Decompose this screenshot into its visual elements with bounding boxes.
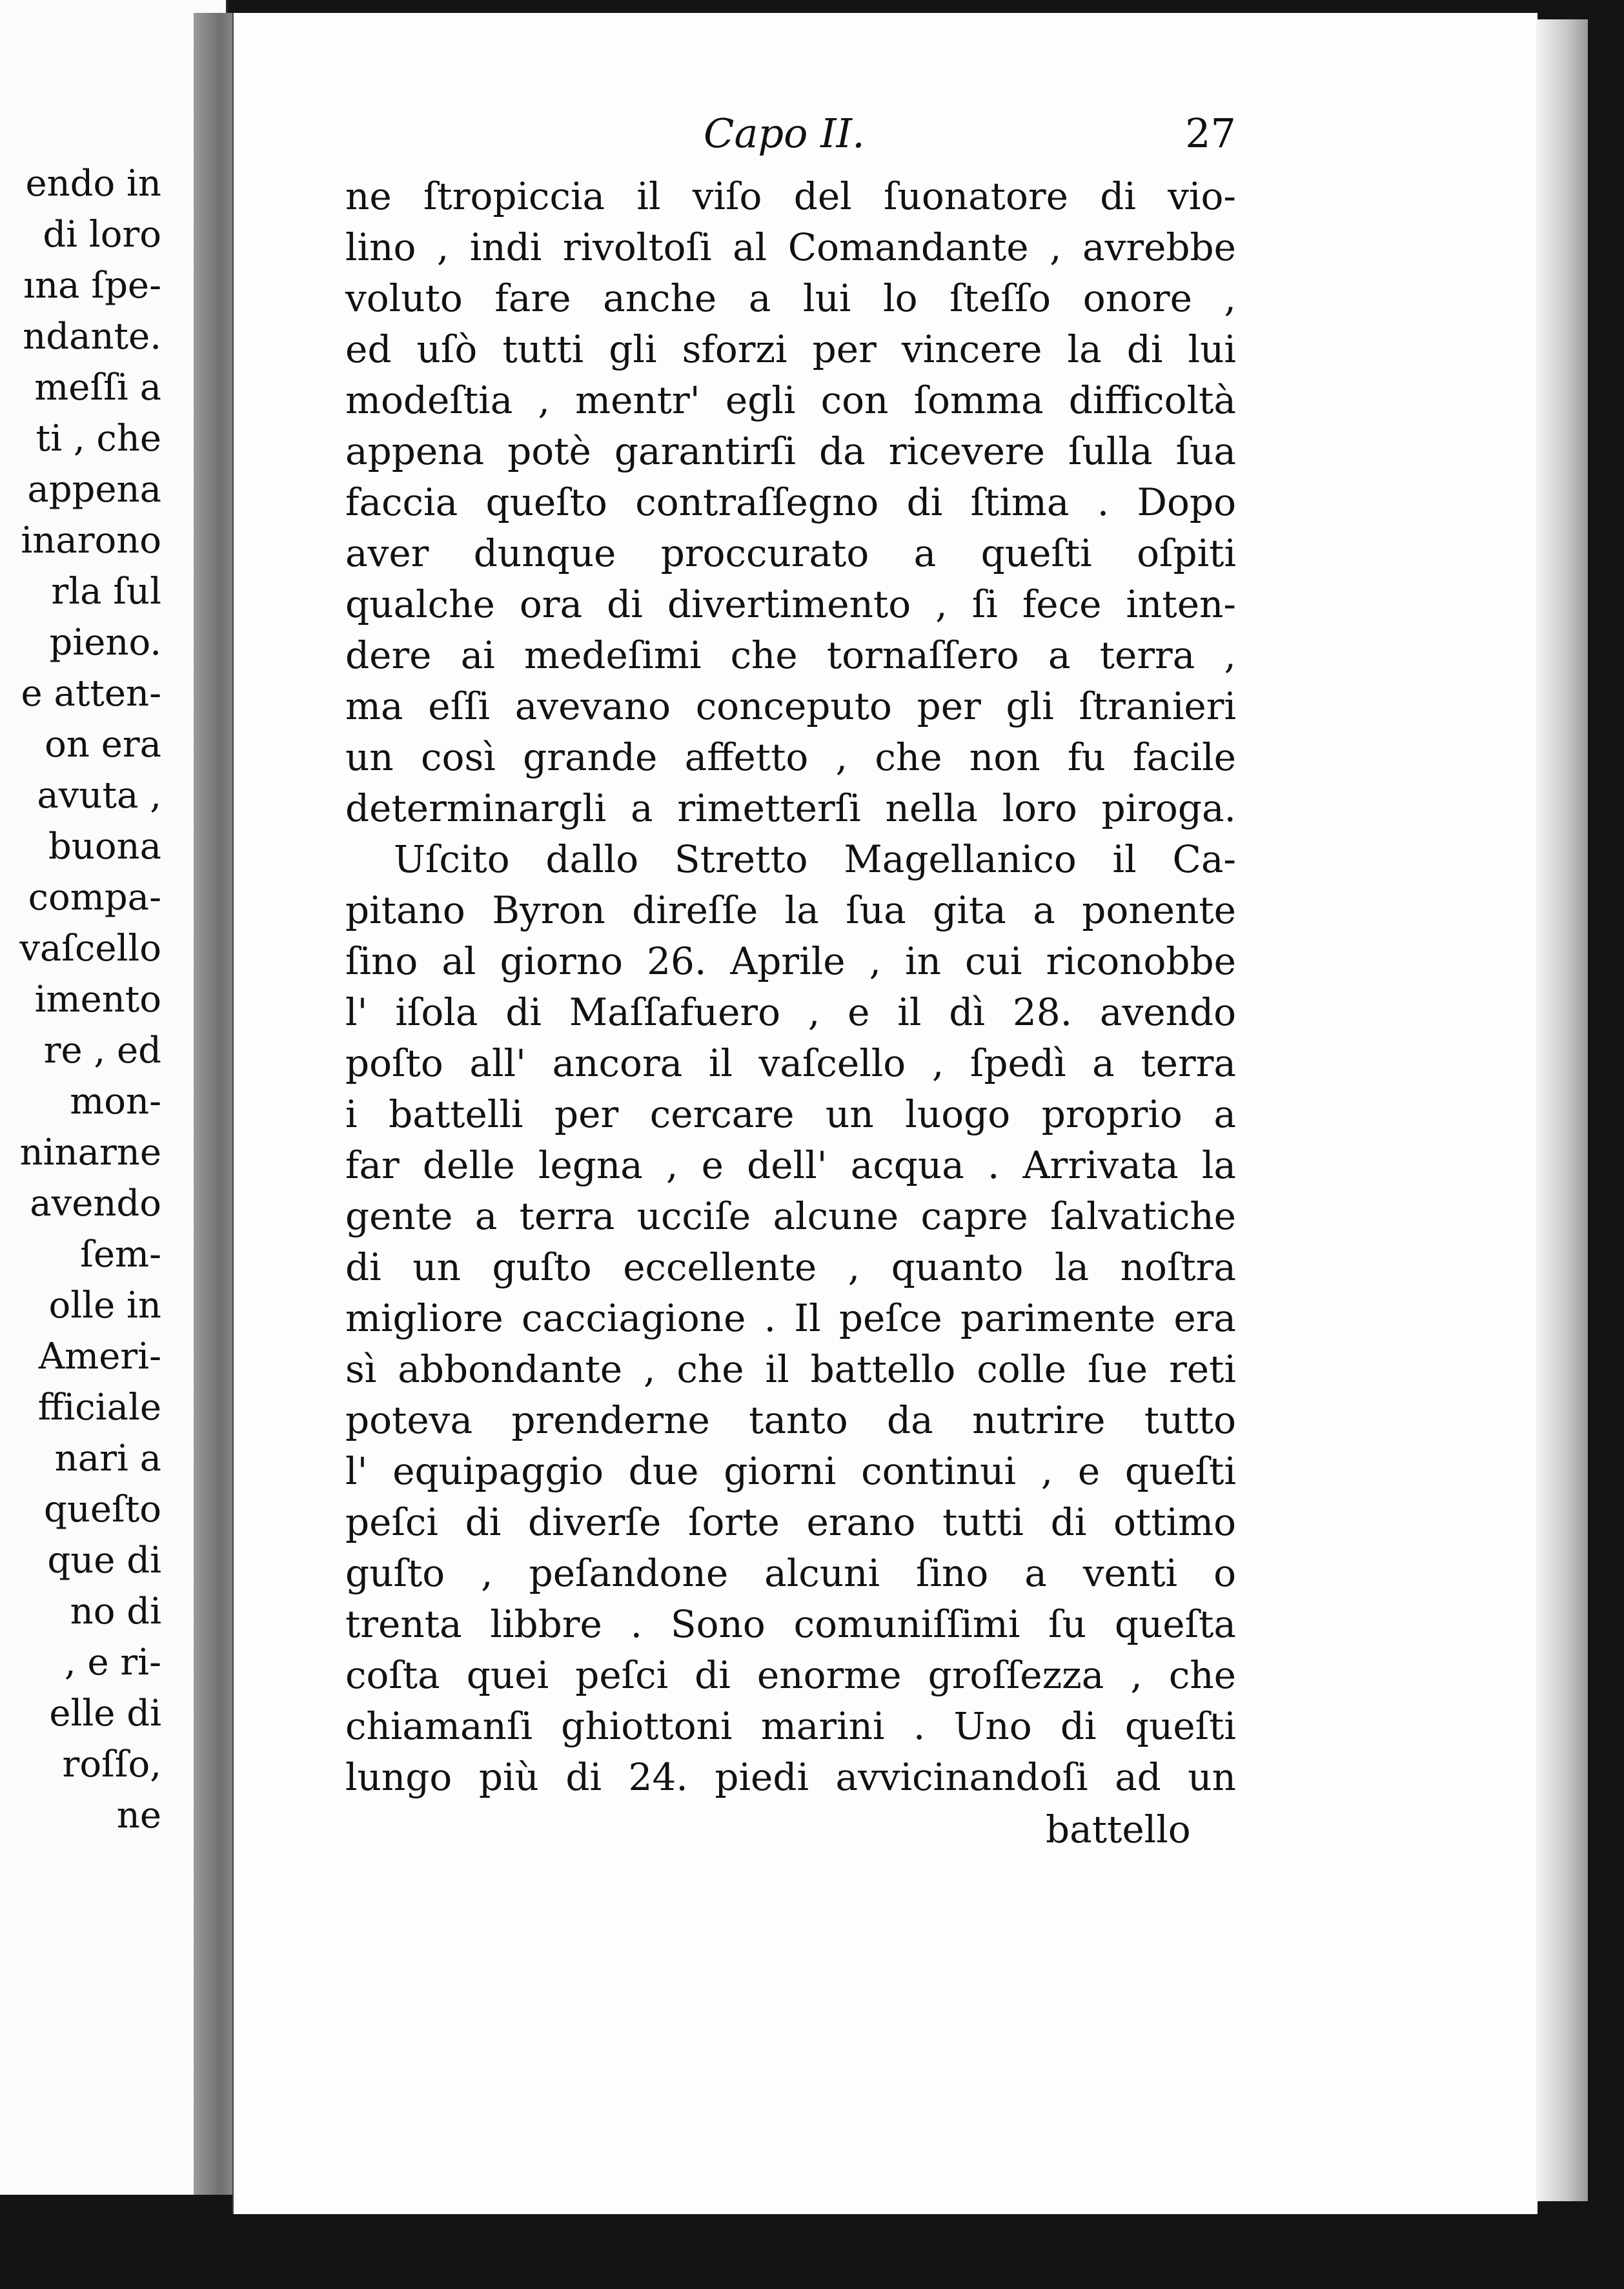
- left-page-fragment: re , ed: [43, 1030, 161, 1072]
- left-page-fragment: appena: [27, 469, 161, 511]
- left-page-fragment: rla ſul: [51, 571, 161, 613]
- left-page-fragment: ndante.: [23, 316, 161, 358]
- left-page-fragment: mon-: [70, 1081, 161, 1123]
- body-text: [345, 171, 1236, 1803]
- text-line: trenta libbre . Sono comuniſſimi ſu queſta: [345, 1602, 1236, 1646]
- text-line: poſto all' ancora il vaſcello , ſpedì a terra: [345, 1041, 1236, 1085]
- left-page-fragment: roſſo,: [62, 1744, 161, 1785]
- text-line: i battelli per cercare un luogo proprio a: [345, 1092, 1236, 1136]
- left-page-fragment: Ameri-: [38, 1336, 161, 1378]
- text-line: appena potè garantirſi da ricevere ſulla ſua: [345, 429, 1236, 473]
- text-line: ed uſò tutti gli sforzi per vincere la di lui: [345, 327, 1236, 371]
- left-page-fragment: fficiale: [37, 1387, 161, 1429]
- left-page-fragment: on era: [45, 724, 161, 766]
- page-number: 27: [1185, 110, 1236, 157]
- text-line: chiamanſi ghiottoni marini . Uno di queſti: [345, 1704, 1236, 1748]
- left-page-fragment: ne: [116, 1795, 161, 1836]
- left-page-fragment: no di: [70, 1591, 161, 1633]
- text-line: lino , indi rivoltoſi al Comandante , avrebbe: [345, 225, 1236, 269]
- text-line: ne ſtropiccia il viſo del ſuonatore di vio-: [345, 174, 1236, 218]
- text-line: Uſcito dallo Stretto Magellanico il Ca-: [394, 837, 1236, 881]
- left-page-fragment: ninarne: [19, 1132, 161, 1174]
- text-line: gente a terra ucciſe alcune capre ſalvatiche: [345, 1194, 1236, 1238]
- text-line: aver dunque proccurato a queſti oſpiti: [345, 531, 1236, 575]
- text-line: guſto , peſandone alcuni ſino a venti o: [345, 1551, 1236, 1595]
- text-line: qualche ora di divertimento , ſi fece inten-: [345, 582, 1236, 626]
- text-line: modeſtia , mentr' egli con ſomma difficoltà: [345, 378, 1236, 422]
- catchword: battello: [1046, 1807, 1191, 1851]
- text-line: peſci di diverſe ſorte erano tutti di ottimo: [345, 1500, 1236, 1544]
- text-line: voluto fare anche a lui lo ſteſſo onore ,: [345, 276, 1236, 320]
- left-page-fragment: avendo: [30, 1183, 161, 1225]
- left-page-fragment: , e ri-: [64, 1642, 161, 1684]
- text-line: coſta quei peſci di enorme groſſezza , che: [345, 1653, 1236, 1697]
- left-page-fragment: inarono: [21, 520, 161, 562]
- text-line: dere ai medeſimi che tornaſſero a terra ,: [345, 633, 1236, 677]
- text-line: pitano Byron direſſe la ſua gita a ponente: [345, 888, 1236, 932]
- text-line: di un guſto eccellente , quanto la noſtra: [345, 1245, 1236, 1289]
- left-page-fragment: ına ſpe-: [23, 265, 161, 307]
- left-page-fragment: ti , che: [36, 418, 161, 460]
- left-page-fragment: elle di: [49, 1693, 161, 1735]
- left-page-fragment: meſſi a: [34, 367, 161, 409]
- text-line: l' equipaggio due giorni continui , e queſti: [345, 1449, 1236, 1493]
- left-page-fragment: imento: [34, 979, 161, 1021]
- chapter-title: Capo II.: [704, 110, 865, 157]
- text-line: ma eſſi avevano conceputo per gli ſtranieri: [345, 684, 1236, 728]
- text-line: migliore cacciagione . Il peſce parimente era: [345, 1296, 1236, 1340]
- left-page-fragment: vaſcello: [19, 928, 161, 970]
- text-line: faccia queſto contraſſegno di ſtima . Dopo: [345, 480, 1236, 524]
- left-page-fragment: e atten-: [21, 673, 161, 715]
- left-page-text: [0, 158, 161, 1841]
- text-line: poteva prenderne tanto da nutrire tutto: [345, 1398, 1236, 1442]
- page-edge: [1536, 19, 1588, 2201]
- left-page-fragment: que di: [47, 1540, 161, 1582]
- text-line: lungo più di 24. piedi avvicinandoſi ad un: [345, 1755, 1236, 1799]
- left-page-fragment: buona: [48, 826, 161, 868]
- text-line: far delle legna , e dell' acqua . Arrivata la: [345, 1143, 1236, 1187]
- left-page-fragment: compa-: [28, 877, 161, 919]
- left-page-fragment: queſto: [44, 1489, 161, 1531]
- left-page-fragment: avuta ,: [37, 775, 161, 817]
- text-line: ſino al giorno 26. Aprile , in cui riconobbe: [345, 939, 1236, 983]
- left-page-fragment: pieno.: [49, 622, 161, 664]
- running-header: [345, 110, 1236, 168]
- text-line: un così grande affetto , che non fu facile: [345, 735, 1236, 779]
- left-page-fragment: ſem-: [80, 1234, 161, 1276]
- text-line: l' iſola di Maſſafuero , e il dì 28. avendo: [345, 990, 1236, 1034]
- left-page-fragment: endo in: [25, 163, 161, 205]
- text-line: sì abbondante , che il battello colle ſue reti: [345, 1347, 1236, 1391]
- left-page-fragment: di loro: [43, 214, 161, 256]
- text-line: determinargli a rimetterſi nella loro piroga.: [345, 786, 1236, 830]
- left-page-fragment: olle in: [48, 1285, 161, 1327]
- left-page-fragment: nari a: [54, 1438, 161, 1480]
